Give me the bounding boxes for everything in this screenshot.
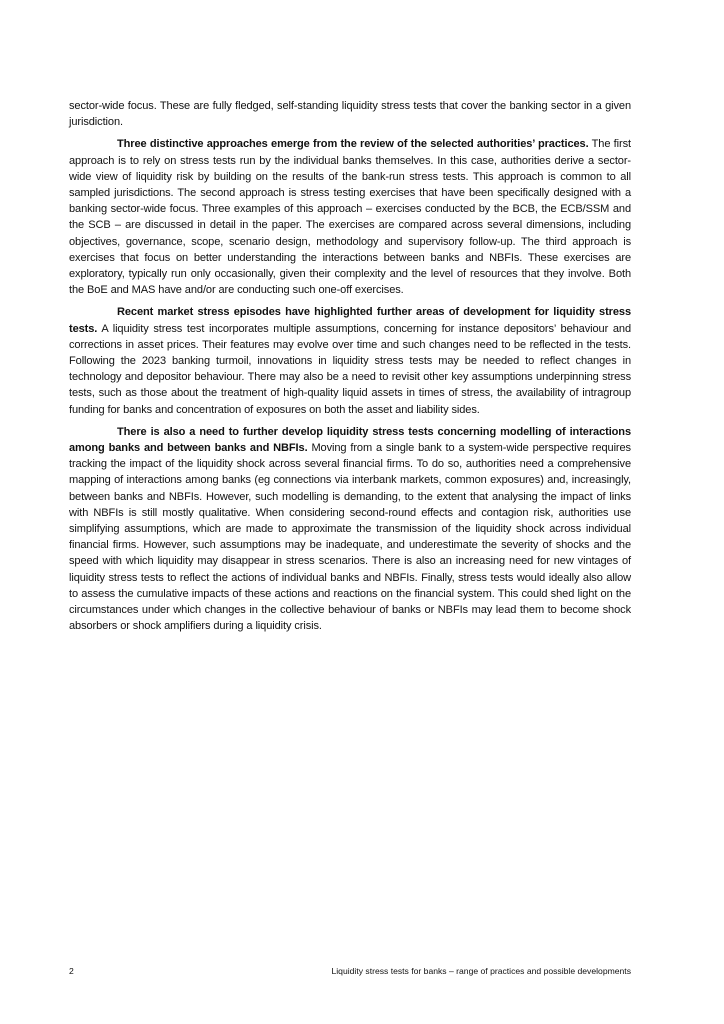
- document-body: [69, 98, 631, 641]
- paragraph-text: sector-wide focus. These are fully fledged, self-standing liquidity stress tests that cover the banking sector in a given jurisdiction.: [69, 100, 631, 129]
- paragraph-lead: Recent market stress episodes have highlighted further areas of development for liquidity stress tests.: [69, 306, 631, 335]
- paragraph-three-approaches: [69, 136, 631, 298]
- paragraph-text: The first approach is to rely on stress tests run by the individual banks themselves. In this case, authorities derive a sector-wide view of liquidity risk by building on the results of the bank-run stress tests. This approach is common to all sampled jurisdictions. The second approach is stress testing exercises that have been specifically designed with a banking sector-wide focus. Three examples of this approach – exercises conducted by the BCB, the ECB/SSM and the SCB – are discussed in detail in the paper. The exercises are compared across several dimensions, including objectives, governance, scope, scenario design, methodology and supervisory follow-up. The third approach is exercises that focus on better understanding the interactions between banks and NBFIs. These exercises are exploratory, typically run only occasionally, given their complexity and the level of resources that they involve. Both the BoE and MAS have and/or are conducting such one-off exercises.: [69, 138, 631, 297]
- page-number: 2: [69, 966, 74, 976]
- paragraph-lead: Three distinctive approaches emerge from the review of the selected authorities’ practices.: [117, 138, 589, 151]
- paragraph-text: A liquidity stress test incorporates multiple assumptions, concerning for instance depositors’ behaviour and corrections in asset prices. Their features may evolve over time and such changes need to be reflected in the tests. Following the 2023 banking turmoil, innovations in liquidity stress tests may be needed to reflect changes in technology and depositor behaviour. There may also be a need to revisit other key assumptions underpinning stress tests, such as those about the treatment of high-quality liquid assets in times of stress, the availability of intragroup funding for banks and concentration of exposures on both the asset and liability sides.: [69, 322, 631, 416]
- paragraph-continuation: [69, 98, 631, 130]
- paragraph-text: Moving from a single bank to a system-wide perspective requires tracking the impact of the liquidity shock across several financial firms. To do so, authorities need a comprehensive mapping of interactions among banks (eg connections via interbank markets, common exposures) and, increasingly, between banks and NBFIs. However, such modelling is demanding, to the extent that analysing the impact of links with NBFIs is still mostly qualitative. When considering second-round effects and contagion risk, authorities use simplifying assumptions, which are made to approximate the transmission of the liquidity shock across individual financial firms. However, such assumptions may be inadequate, and underestimate the severity of shocks and the speed with which liquidity may disappear in stress scenarios. There is also an increasing need for new vintages of liquidity stress tests to reflect the actions of individual banks and NBFIs. Finally, stress tests would ideally also allow to assess the cumulative impacts of these actions and reactions on the financial system. This could shed light on the circumstances under which changes in the collective behaviour of banks or NBFIs may lead them to become shock absorbers or shock amplifiers during a liquidity crisis.: [69, 442, 631, 633]
- paragraph-lead: There is also a need to further develop liquidity stress tests concerning modelling of interactions among banks and between banks and NBFIs.: [69, 425, 631, 455]
- paragraph-interactions-modelling: [69, 424, 631, 635]
- page-footer: [69, 964, 631, 978]
- running-title: Liquidity stress tests for banks – range of practices and possible developments: [331, 966, 631, 976]
- paragraph-market-stress-episodes: [69, 304, 631, 417]
